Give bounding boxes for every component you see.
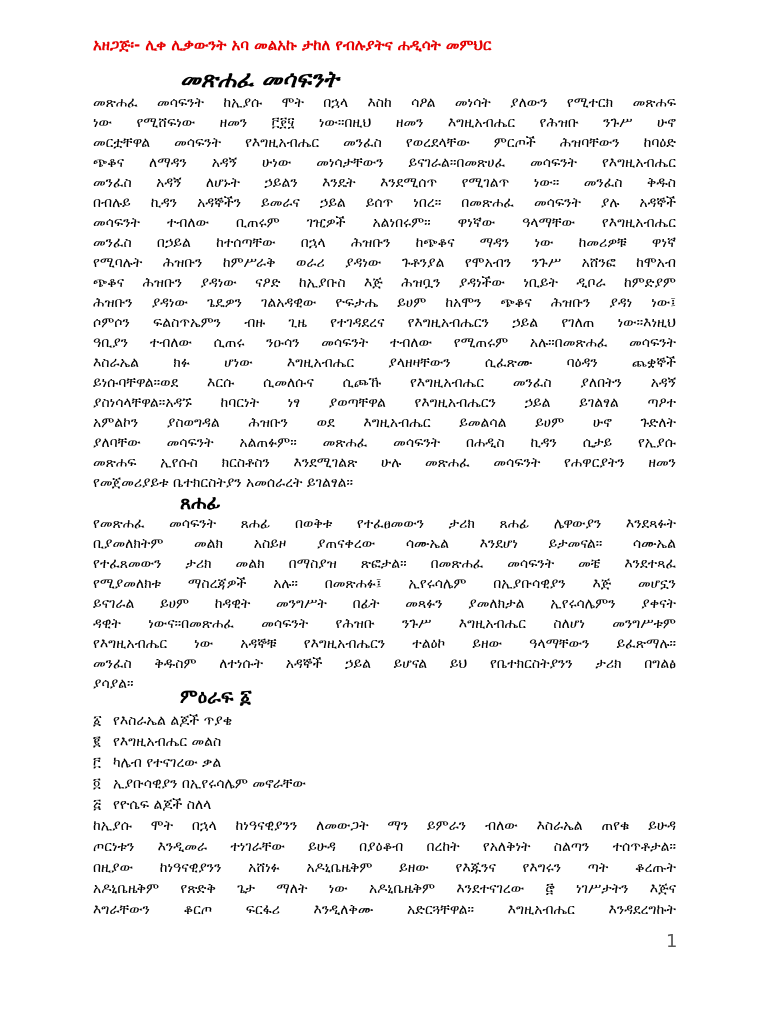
outline-item-number: ፬ xyxy=(93,776,101,792)
intro-line: ጭቆና ለማዳን አዳኝ ሁነው መነሳታቸውን ይናገራል።በመጽሀፈ መሳፍንት የእግዚአብሔር xyxy=(93,155,676,171)
outline-item xyxy=(93,795,676,816)
intro-line: በብሉይ ኪዳን አዳኞችን ይመራና ኃይል ይሰጥ ነበረ። በመጽሐፈ መሳፍንት ያሉ አዳኞች xyxy=(93,195,676,211)
page-number: 1 xyxy=(666,931,678,952)
outline-item-text: ካሌብ የተናገረው ቃል xyxy=(113,755,222,771)
intro-line: አምልኮን ያስወግዳል ሕዝቡን ወደ እግዚአብሔር ይመልሳል ይሀም ሁኖ ጉድለት xyxy=(93,415,676,431)
intro-line: መሳፍንት ተብለው ቢጠሩም ገዢዎች አልነበሩም። ዋነኛው ዓላማቸው የእግዚአብሔር xyxy=(93,215,676,231)
chapter-paragraph xyxy=(93,816,676,921)
outline-item-number: ፭ xyxy=(93,797,102,813)
chapter-line: በዚያው ከነዓናዊያንን አሸነፉ አዶኒቤዜቅም ይዘው የእጁንና የእግሩን ጣት ቆረጡት xyxy=(93,860,676,876)
outline-item-number: ፩ xyxy=(93,713,102,729)
author-line: ዳዊት ነውና።በመጽሐፈ መሳፍንት የሕዝቡ ንጉሥ እግዚአብሔር ስለሆነ መንግሥቱም xyxy=(93,616,676,632)
chapter-line: ከኢያሱ ሞት በኋላ ከነዓናዊያንን ለመውጋት ማን ይምራን ብለው እስራኤል ጠየቁ ይሁዳ xyxy=(93,818,676,834)
intro-line: ዓቢያን ተብለው ሲጠሩ ንዑሳን መሳፍንት ተብለው የሚጠሩም አሉ።በመጽሐፈ መሳፍንት xyxy=(93,335,676,351)
author-line: የመጽሐፈ መሳፍንት ጸሐፊ በወቅቱ የተፈፀመውን ታሪክ ጸሐፊ ሌዋውያን እንደጻፉት xyxy=(93,516,676,532)
author-section-heading: ጸሐፊ xyxy=(180,492,221,514)
intro-line: መንፈስ አዳኝ ለሆኑት ኃይልን እንዴት እንደሚሰጥ የሚገልጥ ነው። መንፈስ ቅዱስ xyxy=(93,175,676,191)
outline-item-number: ፫ xyxy=(93,755,101,771)
intro-line-last: የመጀመሪያይቱ ቤተክርስትያን አመሰራረት ይገልፃል። xyxy=(93,475,354,491)
author-line: መንፈስ ቅዱስም ለተነሱት አዳኞች ኃይል ይሆናል ይህ የቤተክርስትያንን ታሪክ በግልፅ xyxy=(93,656,676,672)
document-title: መጽሐፈ መሳፍንት xyxy=(180,67,339,93)
outline-item xyxy=(93,753,676,774)
intro-line: ሶምሶን ፍልስጥኤምን ብዙ ጊዜ የተገዳደረና የእግዚአብሔርን ኃይል የገለጠ ነው።እነዚህ xyxy=(93,315,676,331)
chapter-heading: ምዕራፍ ፩ xyxy=(180,686,252,708)
author-line: ይናገራል ይሀም ከዳዊት መንግሥት በፊት መጻፉን ያመለክታል ኢየሩሳሌምን ያቀናት xyxy=(93,596,676,612)
intro-line: ጭቆና ሕዝቡን ያዳነው ናዖድ ከኢያቡስ እጅ ሕዝቧን ያዳነችው ነቢይት ዲቦራ ከምድያም xyxy=(93,275,676,291)
chapter-line: ጦርነቱን እንዲመራ ተነገራቸው ይሁዳ በያዕቆብ በረከት የአለቅነት ስልጣን ተሰጥቶታል። xyxy=(93,839,676,855)
outline-item-number: ፪ xyxy=(93,734,101,750)
author-line: ቢያመለክትም መልክ አስይዞ ያጠናቀረው ሳሙኤል እንደሆነ ይታመናል። ሳሙኤል xyxy=(93,536,676,552)
outline-item-text: የእስራኤል ልጆች ጥያቄ xyxy=(113,713,233,729)
intro-paragraph xyxy=(93,93,676,493)
outline-item xyxy=(93,711,676,732)
outline-item xyxy=(93,774,676,795)
outline-item xyxy=(93,732,676,753)
intro-line: ይነሱባቸዋል።ወደ እርሱ ሲመለሱና ሲጮኹ የእግዚአብሔር መንፈስ ያለበትን አዳኝ xyxy=(93,375,676,391)
intro-line: መርቷቸዋል መሳፍንት የእግዚአብሔር መንፈስ የወረደላቸው ምርጦች ሕዝባቸውን ከባዕድ xyxy=(93,135,676,151)
author-credit-line: አዘጋጅ፡- ሊቀ ሊቃውንት አባ መልአኩ ታከለ የብሉያትና ሐዲሳት መምህር xyxy=(93,36,492,54)
author-line-last: ያሳያል። xyxy=(93,676,134,692)
outline-item-text: የእግዚአብሔር መልስ xyxy=(113,734,222,750)
intro-line: እስራኤል ክፉ ሆነው እግዚአብሔር ያላዘዛቸውን ሲፈጽሙ ባዕዳን ጨቋኞች xyxy=(93,355,676,371)
intro-line: ያለባቸው መሳፍንት አልጠፉም። መጽሐፈ መሳፍንት በሐዲስ ኪዳን ሲታይ የኢያሱ xyxy=(93,435,676,451)
chapter-line: እግራቸውን ቆርጦ ፍርፋሪ እንዲለቅሙ አድርጓቸዋል። እግዚአብሔር እንዳደረግኩት xyxy=(93,902,676,918)
author-section-paragraph xyxy=(93,514,676,694)
intro-line: መጽሐፈ መሳፍንት ከኢያሱ ሞት በኋላ እስከ ሳዖል መነሳት ያለውን የሚተርክ መጽሐፍ xyxy=(93,95,676,111)
intro-line: መጽሐፍ ኢየሱስ ክርስቶስን እንደሚገልጽ ሁሉ መጽሐፈ መሳፍንት የሐዋርያትን ዘመን xyxy=(93,455,676,471)
author-line: የእግዚአብሔር ነው አዳኞቹ የእግዚአብሔርን ተልዕኮ ይዘው ዓላማቸውን ይፈጽማሉ። xyxy=(93,636,676,652)
intro-line: የሚባሉት ሕዝቡን ከምሥራቅ ወራሪ ያዳነው ጉቶንያል የሞአብን ንጉሥ አሸንፎ ከሞአብ xyxy=(93,255,676,271)
outline-item-text: ኢያቡሳዊያን በኢየሩሳሌም መኖራቸው xyxy=(113,776,306,792)
intro-line: ሕዝቡን ያዳነው ጌዴዎን ገልአዳዊው ዮፍታሔ ይሀም ከአሞን ጭቆና ሕዝቡን ያዳነ ነው፤ xyxy=(93,295,676,311)
author-line: የተፈጸመውን ታሪክ መልክ በማስያዝ ጽፎታል። በመጽሐፈ መሳፍንት መቼ እንደተጻፈ xyxy=(93,556,676,572)
intro-line: ያስነሳላቸዋል።አዳኙ ከባርነት ነፃ ያወጣቸዋል የእግዚአብሔርን ኃይል ይገልፃል ጣዖተ xyxy=(93,395,676,411)
outline-item-text: የዮሴፍ ልጆች ስለላ xyxy=(113,797,212,813)
intro-line: ነው የሚሸፍነው ዘመን ፫፻፶ ነው።በዚህ ዘመን እግዚአብሔር የሕዝቡ ንጉሥ ሁኖ xyxy=(93,115,676,131)
author-line: የሚያመለክቱ ማስረጃዎች አሉ። በመጽሐፉ፤ ኢየሩሳሌም በኢያቡሳዊያን እጅ መሆኗን xyxy=(93,576,676,592)
chapter-outline-list xyxy=(93,711,676,816)
chapter-line: አዶኒቤዜቅም የጽድቅ ጌታ ማለት ነው አዶኒቤዜቅም እንደተናገረው ፸ ነገሥታትን እጅና xyxy=(93,881,676,897)
intro-line: መንፈስ በኃይል ከተሰጣቸው በኋላ ሕዝቡን ከጭቆና ማዳን ነው ከመሪዎቹ ዋነኛ xyxy=(93,235,676,251)
